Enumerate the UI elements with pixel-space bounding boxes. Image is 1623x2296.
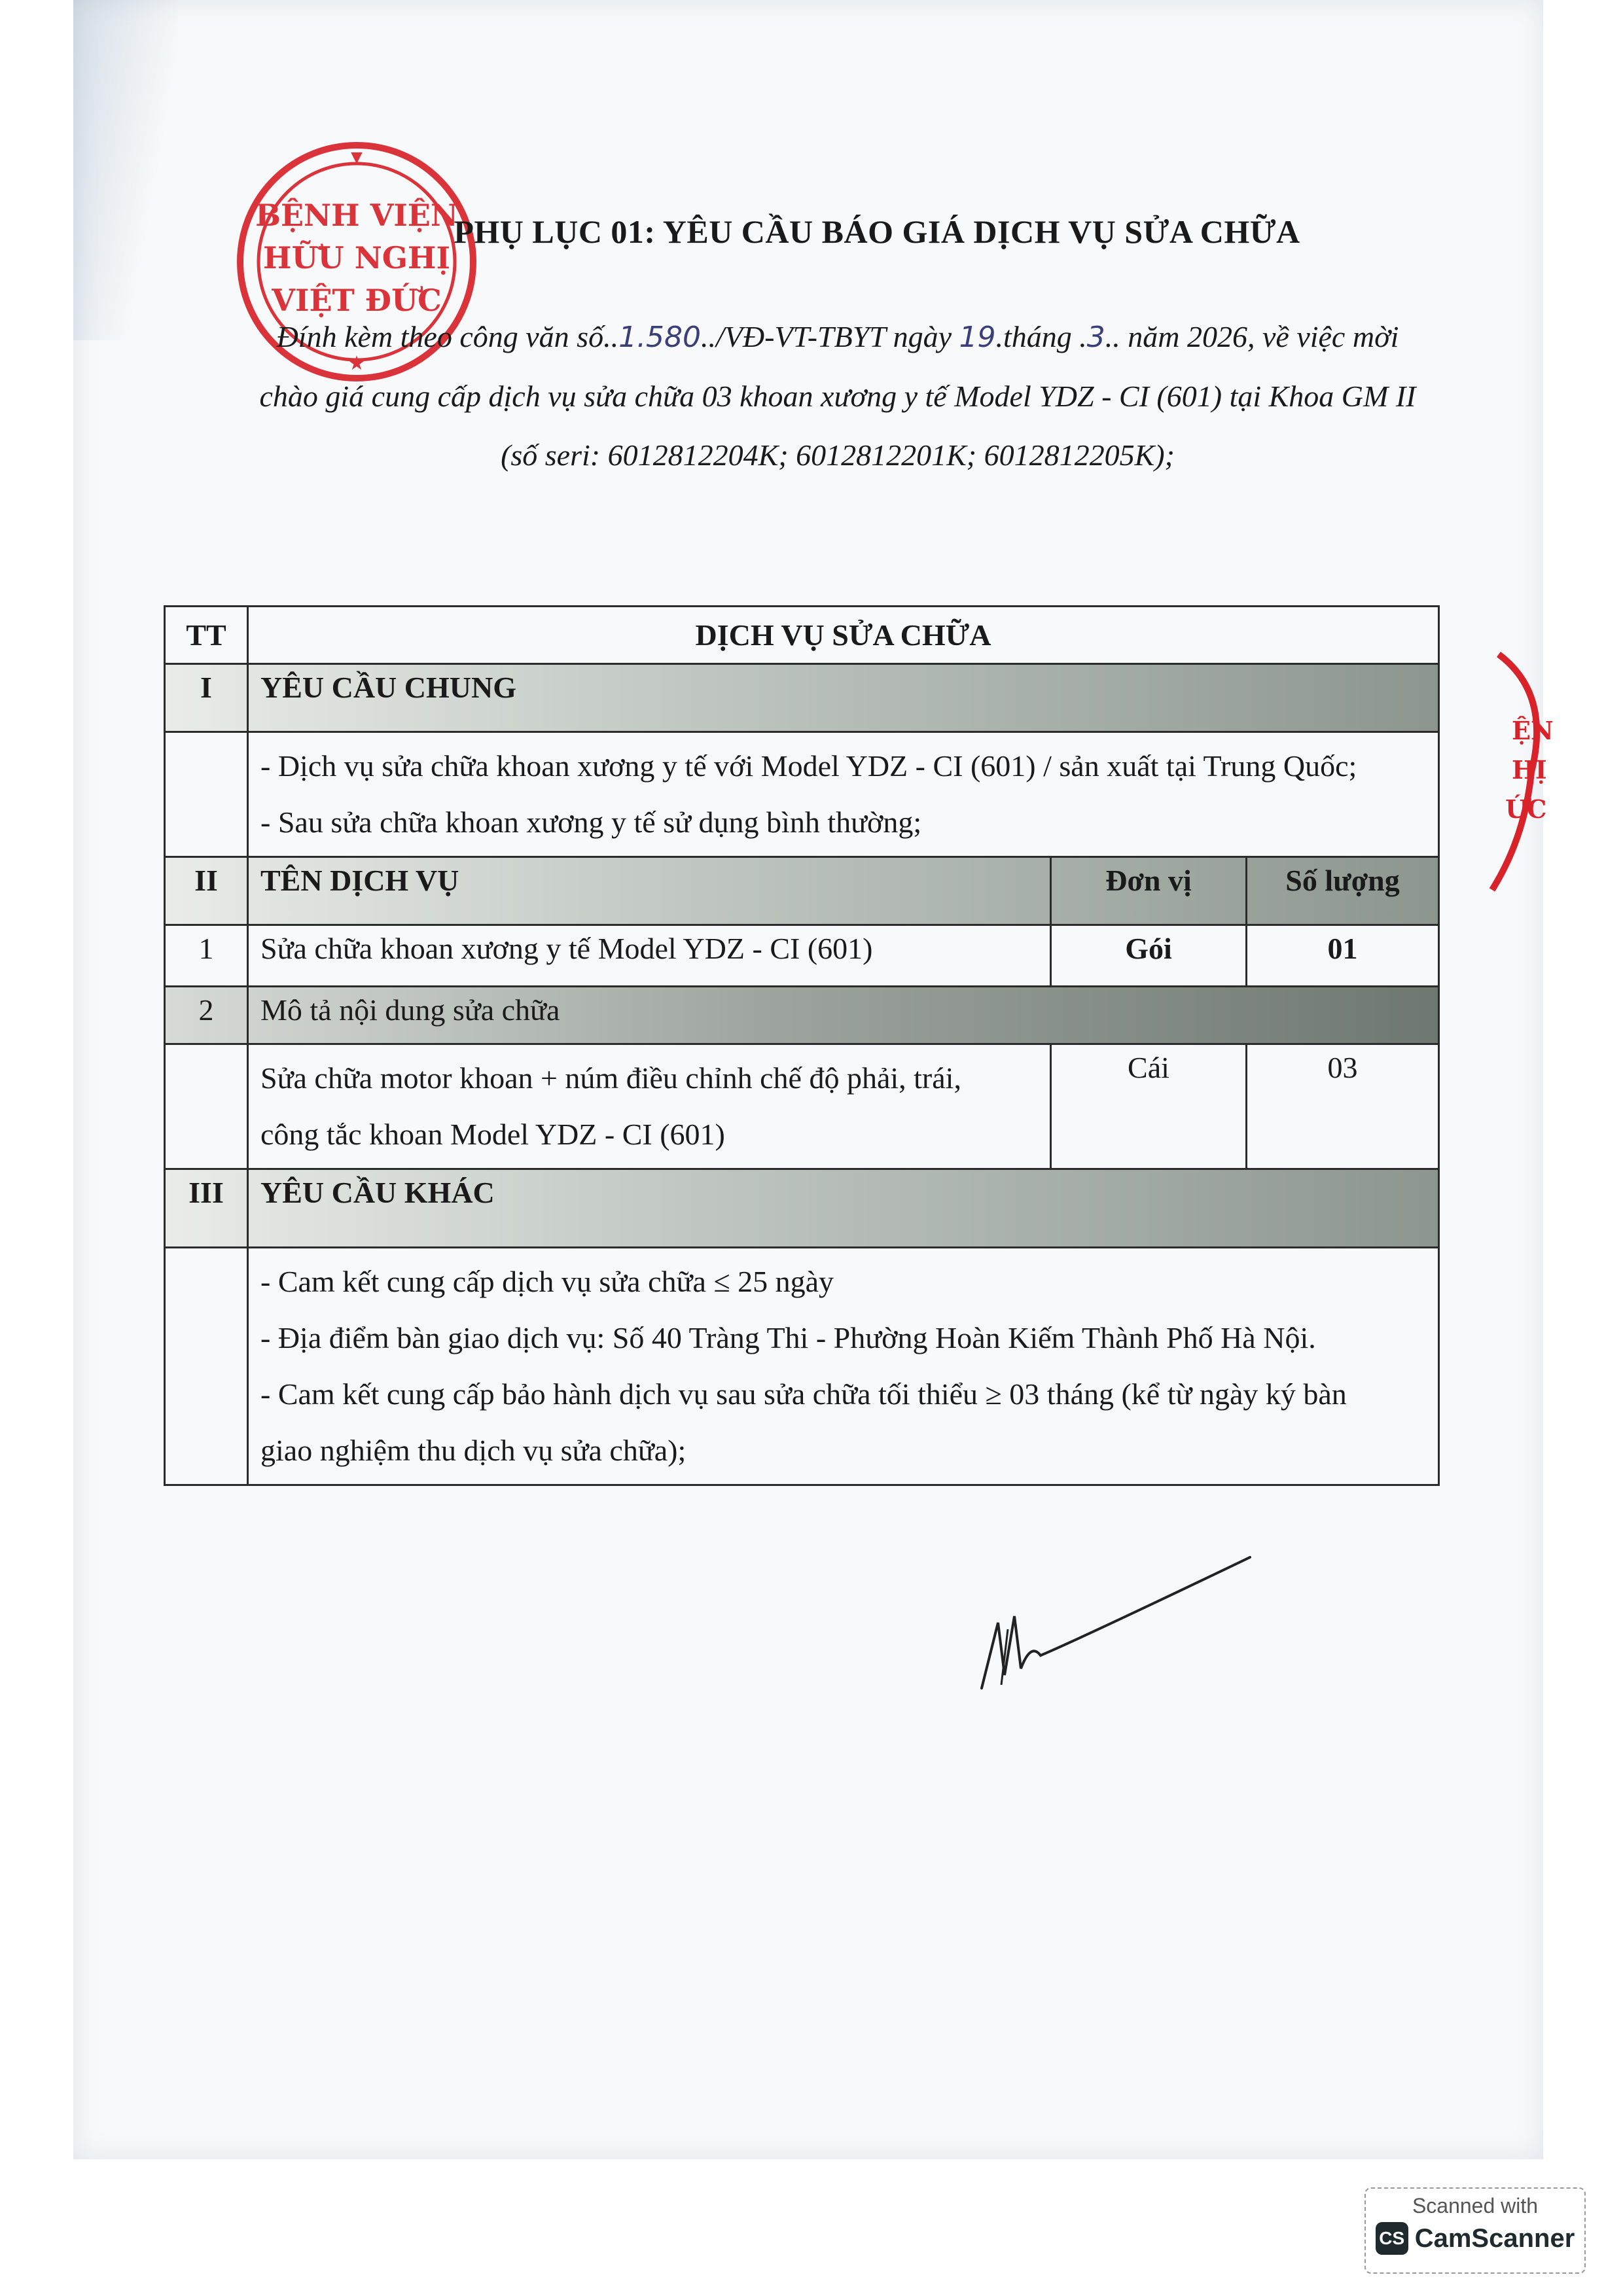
page-title: PHỤ LỤC 01: YÊU CẦU BÁO GIÁ DỊCH VỤ SỬA CHỮA <box>454 213 1300 250</box>
section-3-line-2: - Địa điểm bàn giao dịch vụ: Số 40 Tràng Thi - Phường Hoàn Kiếm Thành Phố Hà Nội. <box>260 1321 1316 1354</box>
subtitle-part-3: .tháng . <box>995 320 1087 353</box>
camscanner-watermark <box>1364 2187 1586 2274</box>
watermark-brand: CamScanner <box>1414 2223 1575 2253</box>
section-3-line-1: - Cam kết cung cấp dịch vụ sửa chữa ≤ 25 ngày <box>260 1265 834 1298</box>
row-3-unit: Cái <box>1051 1044 1247 1169</box>
header-service: DỊCH VỤ SỬA CHỮA <box>248 607 1439 664</box>
section-2-number: II <box>165 857 248 925</box>
svg-text:HỮU NGHỊ: HỮU NGHỊ <box>262 240 451 275</box>
svg-text:★: ★ <box>348 353 366 374</box>
section-1-title: YÊU CẦU CHUNG <box>248 664 1439 732</box>
section-3-line-3: - Cam kết cung cấp bảo hành dịch vụ sau sửa chữa tối thiểu ≥ 03 tháng (kể từ ngày ký bàn <box>260 1377 1347 1411</box>
header-tt: TT <box>165 607 248 664</box>
paper-shadow <box>73 0 178 340</box>
section-2-title: TÊN DỊCH VỤ <box>248 857 1051 925</box>
svg-text:HỊ: HỊ <box>1512 755 1547 785</box>
subtitle-part-4: .. năm 2026, về việc mời chào giá cung cấp dịch vụ sửa chữa 03 khoan xương y tế Model YDZ - CI (601) tại Khoa GM II (số seri: 6012812204K; 6012812201K; 6012812205K); <box>259 320 1416 472</box>
quantity-header: Số lượng <box>1247 857 1439 925</box>
table-row <box>165 925 1439 987</box>
month-value: 3 <box>1086 321 1105 354</box>
day-value: 19 <box>959 321 996 354</box>
table-header-row <box>165 607 1439 664</box>
row-1-unit: Gói <box>1051 925 1247 987</box>
subtitle-part-2: ../VĐ-VT-TBYT ngày <box>701 320 959 353</box>
row-3-description <box>248 1044 1051 1169</box>
row-1-quantity: 01 <box>1247 925 1439 987</box>
row-3-line-1: Sửa chữa motor khoan + núm điều chỉnh chế độ phải, trái, <box>260 1061 961 1095</box>
watermark-caption: Scanned with <box>1412 2194 1539 2217</box>
camscanner-logo-icon: CS <box>1376 2222 1408 2255</box>
signature <box>969 1544 1270 1701</box>
section-1-line-2: - Sau sửa chữa khoan xương y tế sử dụng bình thường; <box>260 805 922 839</box>
partial-stamp <box>1486 641 1558 903</box>
table-row <box>165 1248 1439 1485</box>
row-1-number: 1 <box>165 925 248 987</box>
svg-text:BỆNH VIỆN: BỆNH VIỆN <box>255 198 458 233</box>
table-row <box>165 1044 1439 1169</box>
section-3-content <box>248 1248 1439 1485</box>
doc-number: 1.580 <box>618 321 702 354</box>
section-1-content <box>248 732 1439 857</box>
svg-text:▼: ▼ <box>347 147 366 168</box>
section-3-number: III <box>165 1169 248 1248</box>
section-3-title: YÊU CẦU KHÁC <box>248 1169 1439 1248</box>
section-row-1 <box>165 664 1439 732</box>
svg-text:VIỆT ĐỨC: VIỆT ĐỨC <box>272 283 442 318</box>
subtitle-part-1: Đính kèm theo công văn số.. <box>276 320 619 353</box>
row-1-name: Sửa chữa khoan xương y tế Model YDZ - CI (601) <box>248 925 1051 987</box>
section-row-3 <box>165 1169 1439 1248</box>
table-row <box>165 732 1439 857</box>
row-3-line-2: công tắc khoan Model YDZ - CI (601) <box>260 1118 725 1151</box>
document-subtitle <box>255 308 1420 485</box>
row-2-name: Mô tả nội dung sửa chữa <box>248 987 1439 1044</box>
service-table <box>164 605 1440 1486</box>
svg-text:ỆN: ỆN <box>1512 716 1554 745</box>
section-1-line-1: - Dịch vụ sửa chữa khoan xương y tế với Model YDZ - CI (601) / sản xuất tại Trung Quốc; <box>260 749 1357 783</box>
table-row <box>165 987 1439 1044</box>
row-3-quantity: 03 <box>1247 1044 1439 1169</box>
row-2-number: 2 <box>165 987 248 1044</box>
section-3-line-4: giao nghiệm thu dịch vụ sửa chữa); <box>260 1434 687 1467</box>
section-row-2 <box>165 857 1439 925</box>
section-1-number: I <box>165 664 248 732</box>
svg-text:ỨC: ỨC <box>1505 794 1547 824</box>
unit-header: Đơn vị <box>1051 857 1247 925</box>
